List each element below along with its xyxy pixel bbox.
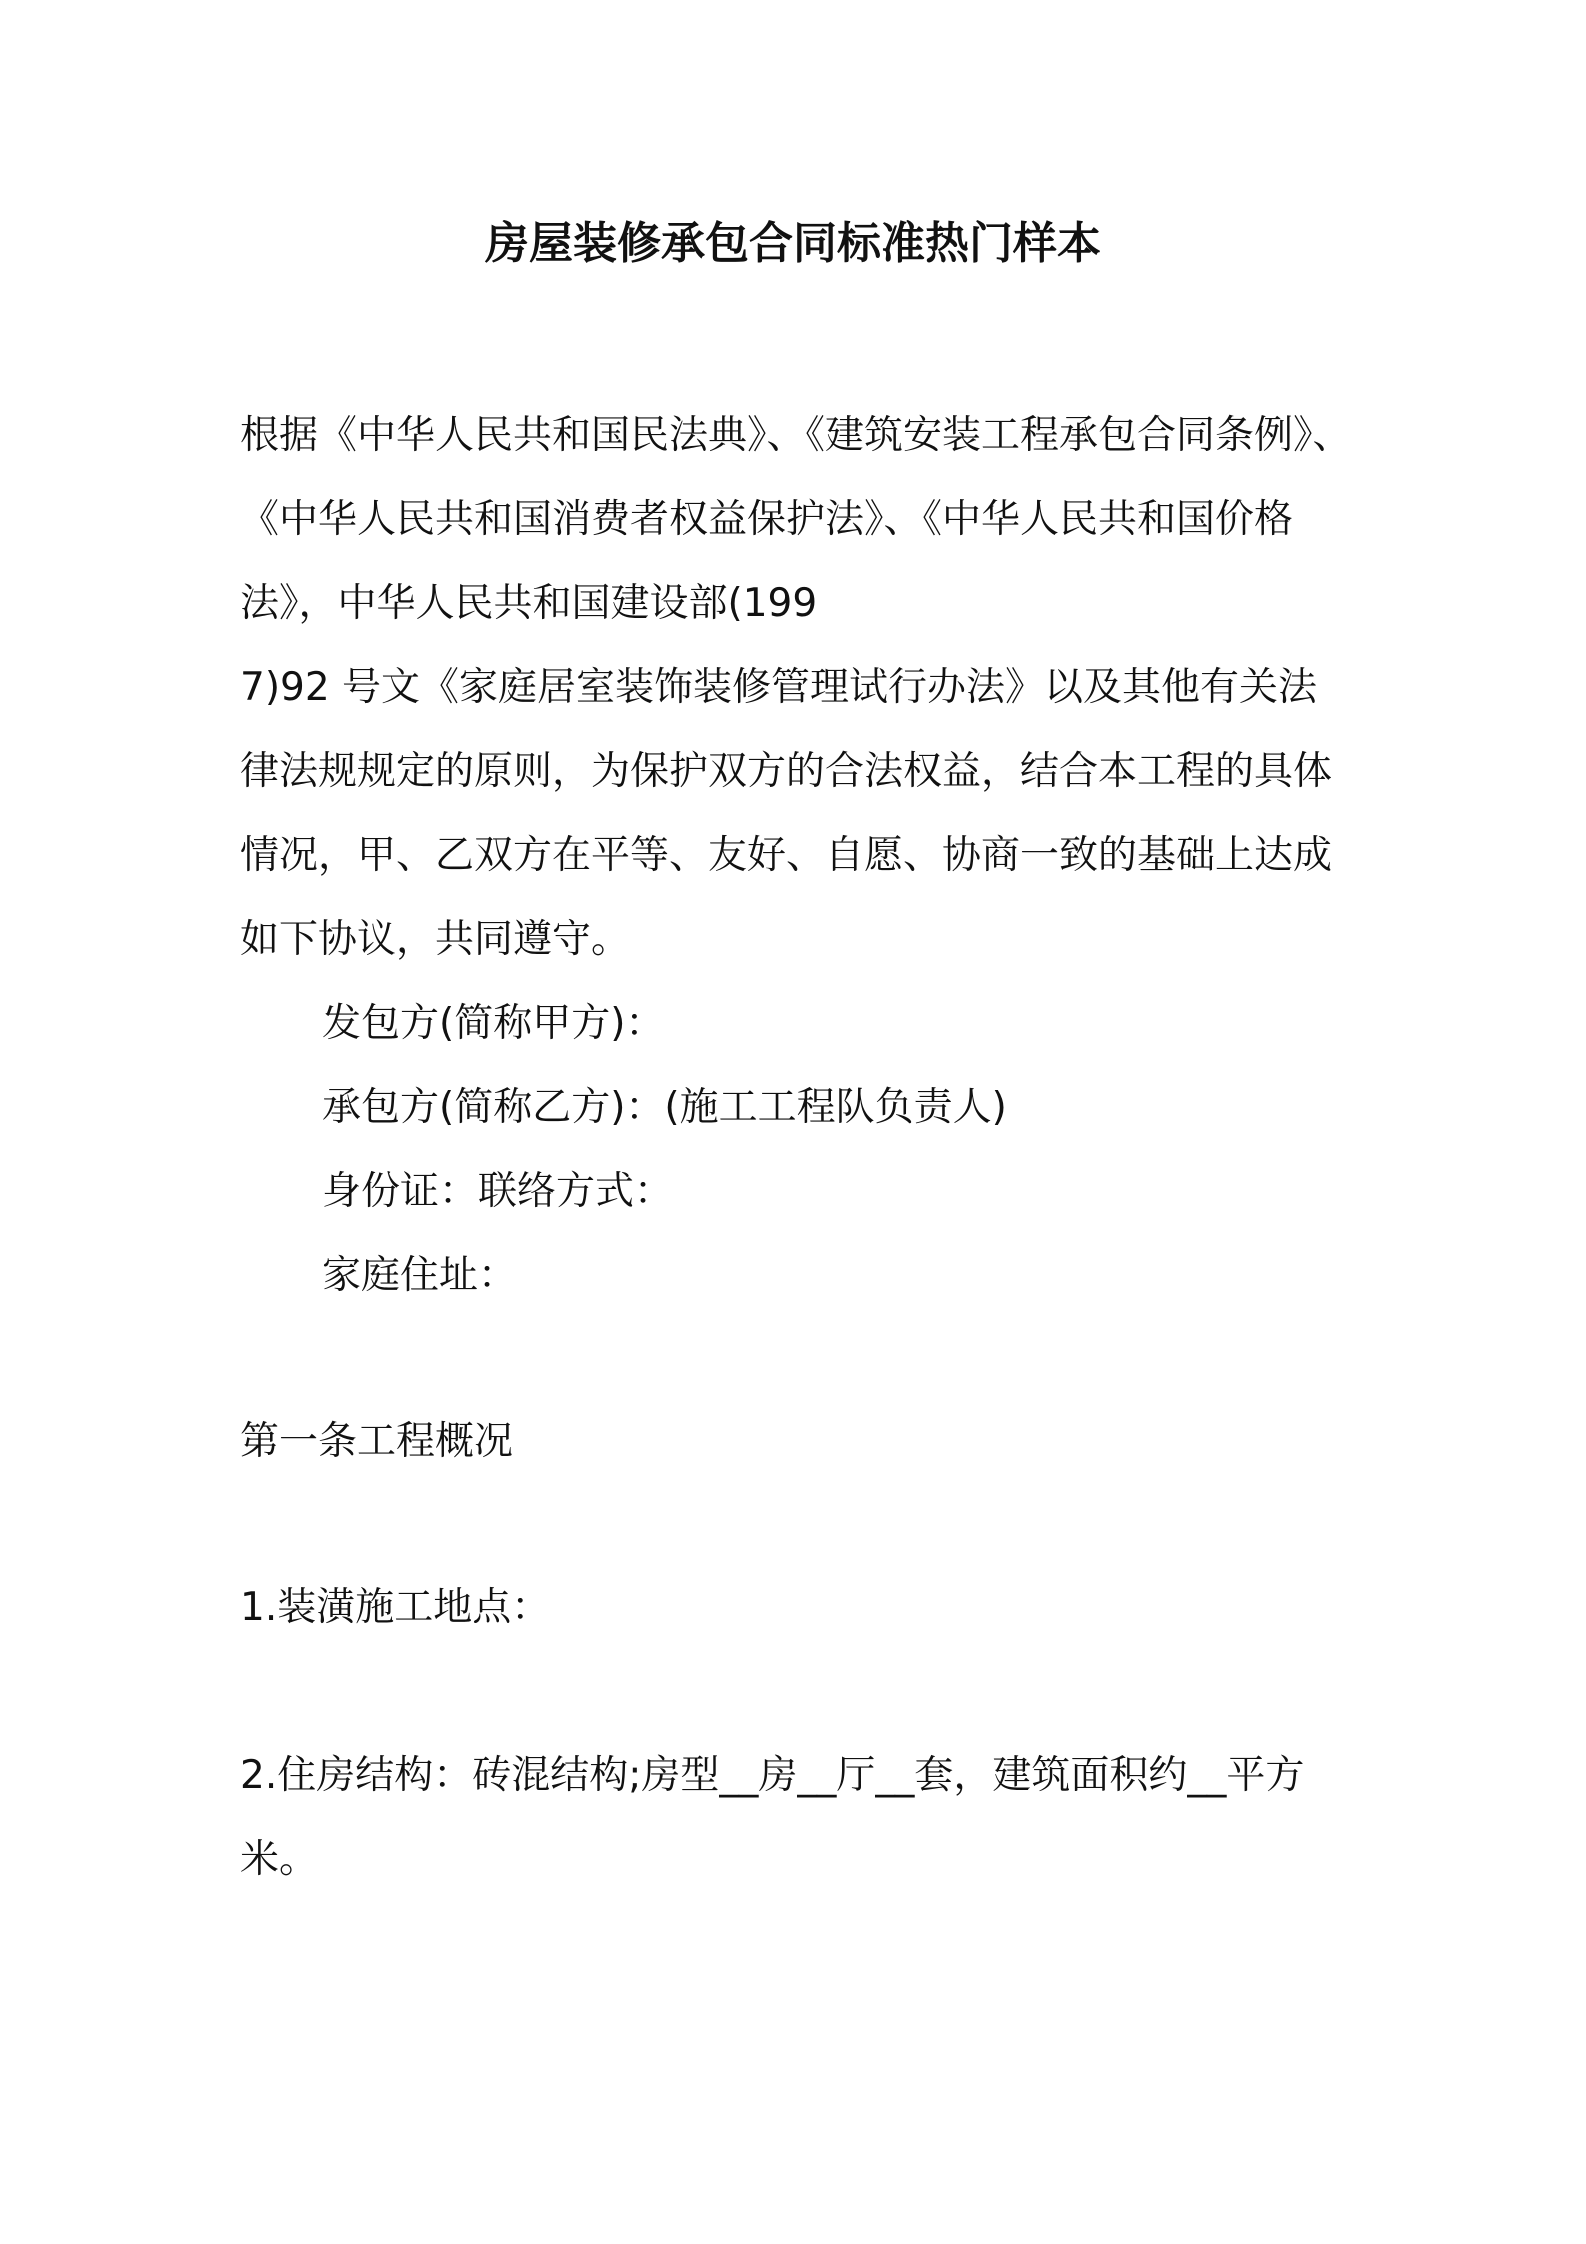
article-1-heading: 第一条工程概况: [240, 1419, 514, 1464]
preamble-line-6: 情况，甲、乙双方在平等、友好、自愿、协商一致的基础上达成: [240, 833, 1333, 878]
preamble-line-3: 法》，中华人民共和国建设部(199: [240, 581, 818, 626]
preamble-line-2: 《中华人民共和国消费者权益保护法》、《中华人民共和国价格: [240, 497, 1294, 542]
contractor-field: 承包方(简称乙方)：(施工工程队负责人): [322, 1085, 1007, 1130]
employer-field: 发包方(简称甲方)：: [322, 1001, 665, 1046]
preamble-line-1: 根据《中华人民共和国民法典》、《建筑安装工程承包合同条例》、: [240, 413, 1352, 458]
preamble-line-7: 如下协议，共同遵守。: [240, 917, 631, 962]
address-field: 家庭住址：: [322, 1253, 518, 1298]
id-contact-field: 身份证：联络方式：: [322, 1169, 674, 1214]
preamble-line-4: 7)92 号文《家庭居室装饰装修管理试行办法》以及其他有关法: [240, 665, 1318, 710]
preamble-line-5: 律法规规定的原则，为保护双方的合法权益，结合本工程的具体: [240, 749, 1333, 794]
article-1-item-2-line-1: 2.住房结构：砖混结构;房型__房__厅__套，建筑面积约__平方: [240, 1753, 1305, 1798]
document-title: 房屋装修承包合同标准热门样本: [485, 218, 1101, 269]
article-1-item-1: 1.装潢施工地点：: [240, 1585, 551, 1630]
article-1-item-2-line-2: 米。: [240, 1837, 319, 1882]
